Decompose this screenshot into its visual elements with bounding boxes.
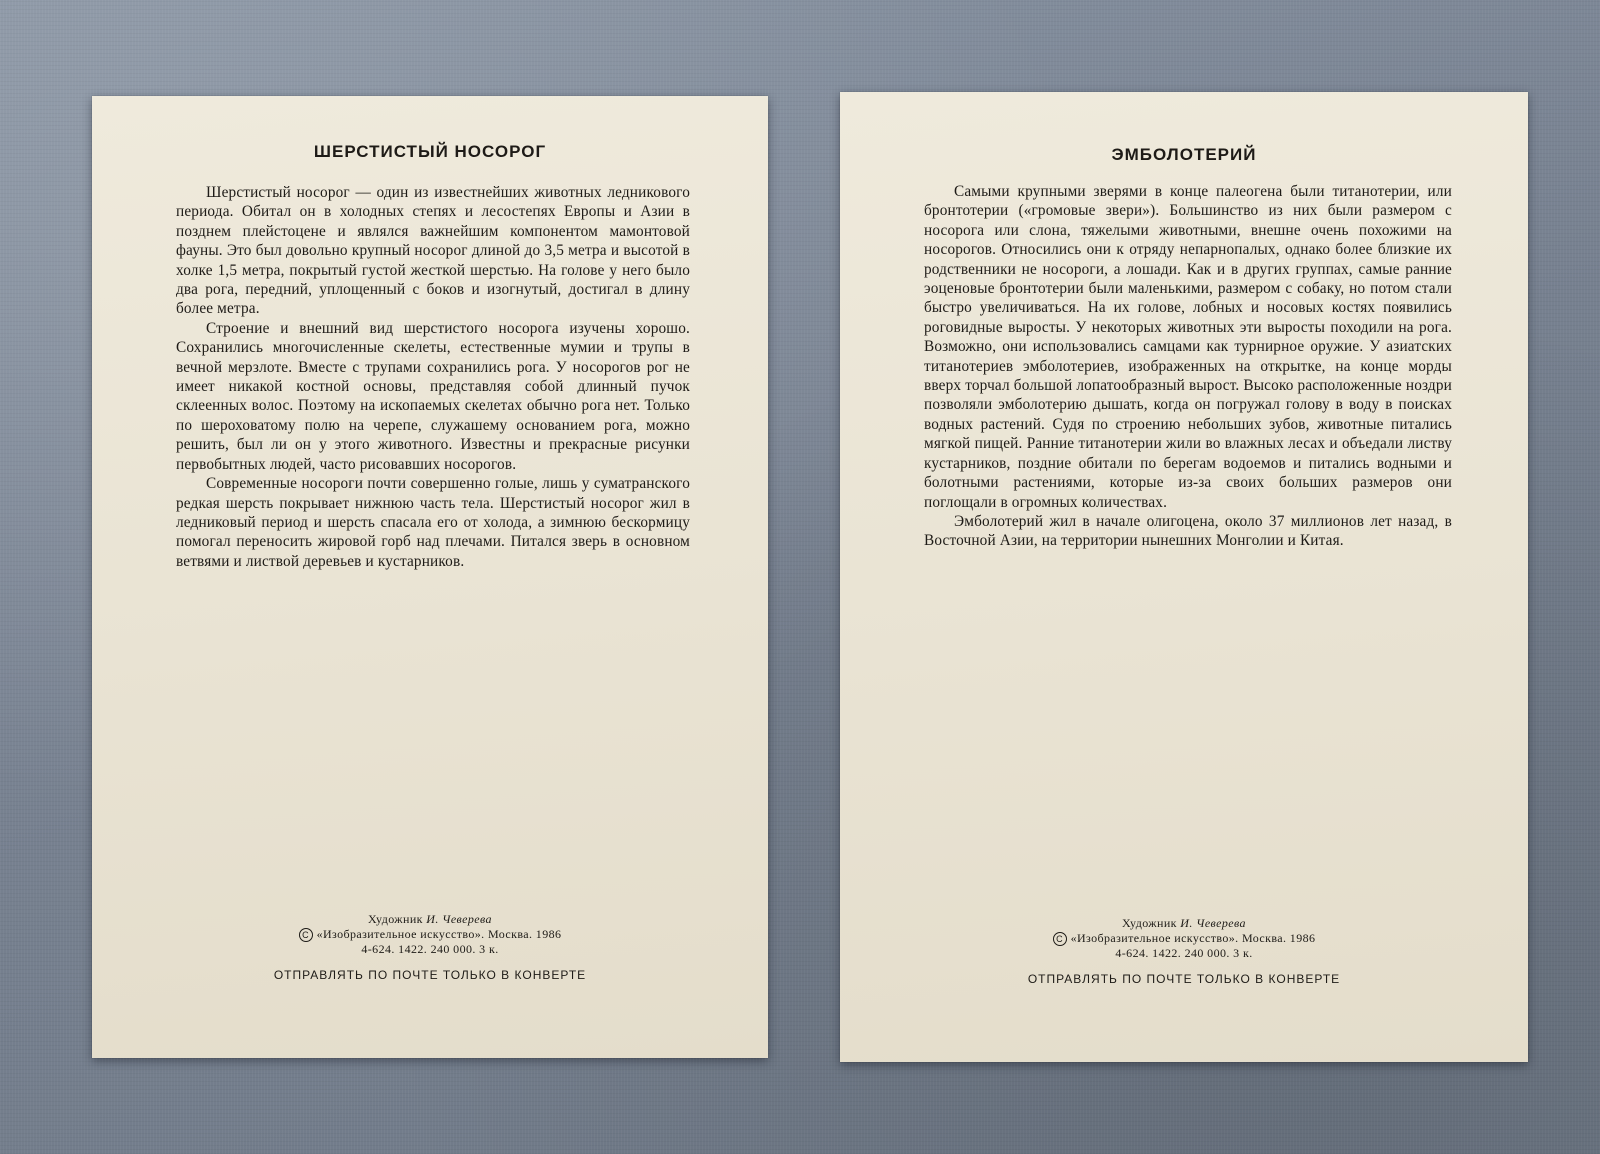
publisher-line bbox=[92, 927, 768, 942]
copyright-icon: C bbox=[299, 928, 313, 942]
artist-label: Художник bbox=[1122, 916, 1177, 930]
publisher: «Изобразительное искусство». Москва. 1986 bbox=[316, 927, 562, 941]
artist-name: И. Чеверева bbox=[1180, 916, 1246, 930]
postcard-woolly-rhinoceros bbox=[92, 96, 768, 1058]
card-description bbox=[176, 183, 690, 571]
paragraph: Эмболотерий жил в начале олигоцена, около 37 миллионов лет назад, в Восточной Азии, на территории нынешних Монголии и Китая. bbox=[924, 512, 1452, 550]
postcard-embolotherium bbox=[840, 92, 1528, 1062]
mail-instruction: ОТПРАВЛЯТЬ ПО ПОЧТЕ ТОЛЬКО В КОНВЕРТЕ bbox=[273, 968, 587, 982]
print-info: 4-624. 1422. 240 000. 3 к. bbox=[1115, 946, 1253, 960]
publisher: «Изобразительное искусство». Москва. 1986 bbox=[1070, 931, 1316, 945]
publisher-line bbox=[840, 931, 1528, 946]
copyright-icon: C bbox=[1053, 932, 1067, 946]
artist-name: И. Чеверева bbox=[426, 912, 492, 926]
paragraph: Строение и внешний вид шерстистого носорога изучены хорошо. Сохранились многочисленные скелеты, естественные мумии и трупы в вечной мерзлоте. Вместе с трупами сохранились рога. У носорогов рог не имеет никакой костной основы, представляя собой длинный пучок склеенных волос. Поэтому на ископаемых скелетах обычно рога нет. Только по шероховатому полю на черепе, служашему основанием рога, можно решить, был ли он у этого животного. Известны и прекрасные рисунки первобытных людей, часто рисовавших носорогов. bbox=[176, 319, 690, 473]
print-info: 4-624. 1422. 240 000. 3 к. bbox=[361, 942, 499, 956]
artist-line bbox=[840, 916, 1528, 931]
card-description bbox=[924, 182, 1452, 551]
mail-instruction: ОТПРАВЛЯТЬ ПО ПОЧТЕ ТОЛЬКО В КОНВЕРТЕ bbox=[1027, 972, 1341, 986]
paragraph: Современные носороги почти совершенно голые, лишь у суматранского редкая шерсть покрывает нижнюю часть тела. Шерстистый носорог жил в ледниковый период и шерсть спасала его от холода, а зимнюю бескормицу помогал переносить жировой горб над плечами. Питался зверь в основном ветвями и листвой деревьев и кустарников. bbox=[176, 475, 690, 570]
publication-credits bbox=[840, 916, 1528, 961]
artist-line bbox=[92, 912, 768, 927]
card-title: ЭМБОЛОТЕРИЙ bbox=[1111, 145, 1257, 164]
paragraph: Самыми крупными зверями в конце палеогена были титанотерии, или бронтотерии («громовые звери»). Большинство из них были размером с носорога или слона, тяжелыми животными, внешне очень похожими на носорогов. Относились они к отряду непарнопалых, однако более близкие их родственники не носороги, а лошади. Как и в других группах, самые ранние эоценовые бронтотерии были маленькими, размером с собаку, но потом стали быстро увеличиваться. На их голове, лобных и носовых костях появились роговидные выросты. У некоторых животных эти выросты походили на рога. Возможно, они использовались самцами как турнирное оружие. У азиатских титанотериев эмболотериев, изображенных на открытке, на конце морды вверх торчал большой лопатообразный вырост. Высоко расположенные ноздри позволяли эмболотерию дышать, когда он погружал голову в воду в поисках водных растений. Судя по строению небольших зубов, животные питались мягкой пищей. Ранние титанотерии жили во влажных лесах и объедали листву кустарников, поздние обитали по берегам водоемов и питались водными и болотными растениями, которые из-за своих больших размеров они поглощали в огромных количествах. bbox=[924, 183, 1452, 511]
card-title: ШЕРСТИСТЫЙ НОСОРОГ bbox=[313, 142, 547, 161]
artist-label: Художник bbox=[368, 912, 423, 926]
paragraph: Шерстистый носорог — один из известнейших животных ледникового периода. Обитал он в холодных степях и лесостепях Европы и Азии в позднем плейстоцене и являлся важнейшим компонентом мамонтовой фауны. Это был довольно крупный носорог длиной до 3,5 метра и высотой в холке 1,5 метра, покрытый густой жесткой шерстью. На голове у него было два рога, передний, уплощенный с боков и изогнутый, достигал в длину более метра. bbox=[176, 184, 690, 318]
publication-credits bbox=[92, 912, 768, 957]
